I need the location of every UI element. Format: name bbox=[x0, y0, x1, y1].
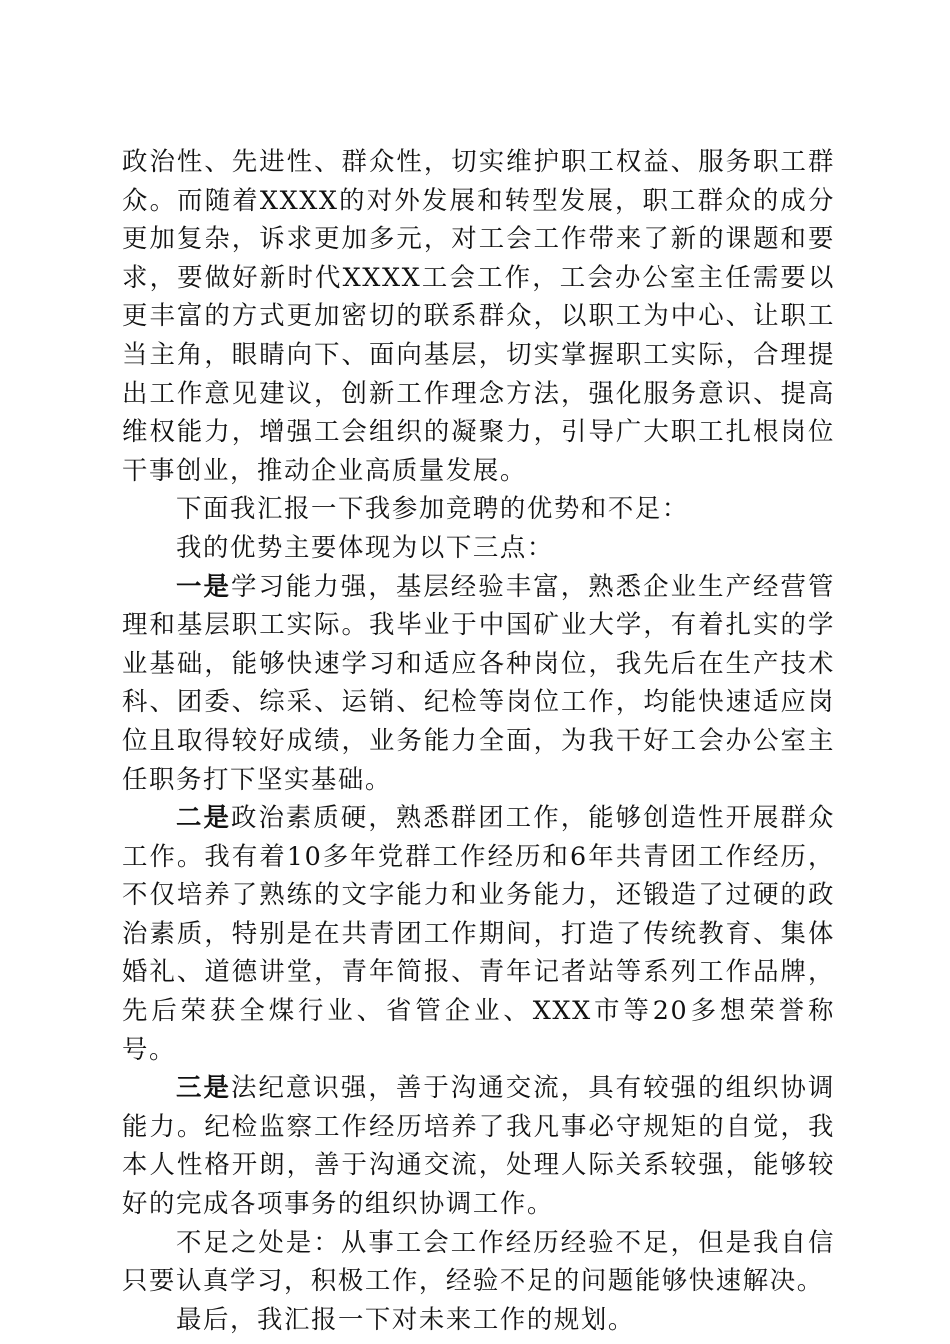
document-page bbox=[122, 142, 835, 1338]
paragraph-weaknesses: 不足之处是：从事工会工作经历经验不足，但是我自信只要认真学习，积极工作，经验不足的问题能够快速解决。 bbox=[122, 1226, 835, 1296]
paragraph-continuation: 政治性、先进性、群众性，切实维护职工权益、服务职工群众。而随着XXXX的对外发展和转型发展，职工群众的成分更加复杂，诉求更加多元，对工会工作带来了新的课题和要求，要做好新时代XXXX工会工作，工会办公室主任需要以更丰富的方式更加密切的联系群众，以职工为中心、让职工当主角，眼睛向下、面向基层，切实掌握职工实际，合理提出工作意见建议，创新工作理念方法，强化服务意识、提高维权能力，增强工会组织的凝聚力，引导广大职工扎根岗位干事创业，推动企业高质量发展。 bbox=[122, 146, 835, 485]
paragraph-strength-one bbox=[122, 567, 835, 799]
paragraph-strengths-heading: 我的优势主要体现为以下三点： bbox=[176, 531, 554, 562]
paragraph-intro-strengths-weaknesses: 下面我汇报一下我参加竞聘的优势和不足： bbox=[176, 493, 689, 524]
paragraph-closing: 最后，我汇报一下对未来工作的规划。 bbox=[176, 1303, 635, 1334]
strength-one-text: 学习能力强，基层经验丰富，熟悉企业生产经营管理和基层职工实际。我毕业于中国矿业大学，有着扎实的学业基础，能够快速学习和适应各种岗位，我先后在生产技术科、团委、综采、运销、纪检等岗位工作，均能快速适应岗位且取得较好成绩，业务能力全面，为我干好工会办公室主任职务打下坚实基础。 bbox=[122, 570, 836, 794]
strength-three-lead: 三是 bbox=[176, 1072, 231, 1103]
strength-two-text: 政治素质硬，熟悉群团工作，能够创造性开展群众工作。我有着10多年党群工作经历和6年共青团工作经历，不仅培养了熟练的文字能力和业务能力，还锻造了过硬的政治素质，特别是在共青团工作期间，打造了传统教育、集体婚礼、道德讲堂，青年简报、青年记者站等系列工作品牌，先后荣获全煤行业、省管企业、XXX市等20多想荣誉称号。 bbox=[122, 802, 836, 1064]
strength-three-text: 法纪意识强，善于沟通交流，具有较强的组织协调能力。纪检监察工作经历培养了我凡事必守规矩的自觉，我本人性格开朗，善于沟通交流，处理人际关系较强，能够较好的完成各项事务的组织协调工作。 bbox=[122, 1072, 836, 1219]
paragraph-strength-three bbox=[122, 1068, 835, 1222]
strength-two-lead: 二是 bbox=[176, 802, 231, 833]
paragraph-strength-two bbox=[122, 798, 835, 1068]
strength-one-lead: 一是 bbox=[176, 570, 231, 601]
